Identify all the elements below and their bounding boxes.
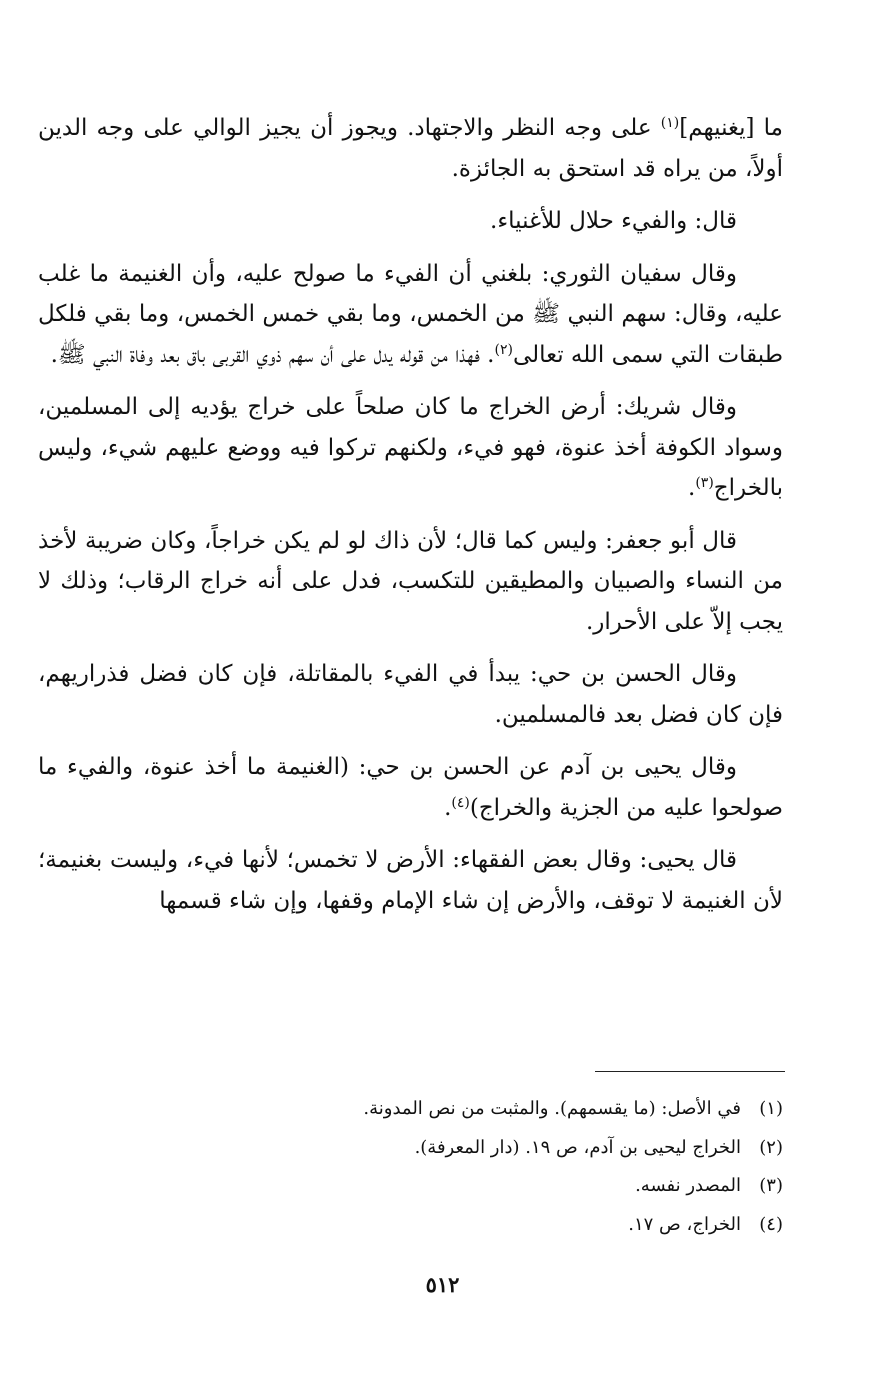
paragraph-7: وقال يحيى بن آدم عن الحسن بن حي: (الغنيمة ما أخذ عنوة، والفيء ما صولحوا عليه من الجزية والخراج)$^{(٤)}$. (38, 754, 783, 821)
footnote-ref-2: (٢) (494, 341, 513, 358)
paragraph-3: وقال سفيان الثوري: بلغني أن الفيء ما صولح عليه، وأن الغنيمة ما غلب عليه، وقال: سهم النبي ﷺ من الخمس، وما بقي خمس الخمس، وما بقي فلكل طبقات التي سمى الله تعالى$^{(٢)}$. فهذا من قوله يدل على أن سهم ذوي القربى باق بعد وفاة النبي ﷺ. (38, 260, 783, 368)
paragraph-1: ما [يغنيهم]$^{(١)}$ على وجه النظر والاجتهاد. ويجوز أن يجيز الوالي على وجه الدين أولاً، من يراه قد استحق به الجائزة. (38, 115, 783, 182)
footnote-3 (38, 1167, 783, 1206)
main-text (38, 108, 783, 921)
footnotes (38, 1090, 783, 1244)
footnote-4 (38, 1206, 783, 1245)
footnote-1 (38, 1090, 783, 1129)
footnote-ref-4: (٤) (451, 794, 470, 811)
footnote-ref-1: (١) (660, 115, 680, 131)
footnote-number: (٤) (759, 1213, 783, 1235)
paragraph-6: وقال الحسن بن حي: يبدأ في الفيء بالمقاتلة، فإن كان فضل فذراريهم، فإن كان فضل بعد فالمسلمين. (38, 661, 783, 728)
footnote-divider (595, 1071, 785, 1072)
page-number: ٥١٢ (425, 1272, 460, 1297)
footnote-text: الخراج، ص ١٧. (628, 1213, 741, 1235)
footnote-text: المصدر نفسه. (635, 1175, 741, 1196)
footnote-ref-3: (٣) (695, 475, 714, 491)
paragraph-8: قال يحيى: وقال بعض الفقهاء: الأرض لا تخمس؛ لأنها فيء، وليست بغنيمة؛ لأن الغنيمة لا توقف، والأرض إن شاء الإمام وقفها، وإن شاء قسمها (38, 847, 783, 914)
footnote-number: (٣) (759, 1175, 783, 1196)
footnote-2 (38, 1129, 783, 1168)
paragraph-2: قال: والفيء حلال للأغنياء. (490, 208, 737, 234)
footnote-text: الخراج ليحيى بن آدم، ص ١٩. (دار المعرفة). (414, 1136, 741, 1158)
paragraph-4: وقال شريك: أرض الخراج ما كان صلحاً على خراج يؤديه إلى المسلمين، وسواد الكوفة أخذ عنوة، فهو فيء، ولكنهم تركوا فيه ووضع عليهم شيء، وليس بالخراج$^{(٣)}$. (38, 394, 783, 501)
footnote-text: في الأصل: (ما يقسمهم). والمثبت من نص المدونة. (363, 1098, 741, 1119)
paragraph-5: قال أبو جعفر: وليس كما قال؛ لأن ذاك لو لم يكن خراجاً، وكان ضريبة لأخذ من النساء والصبيان والمطيقين للتكسب، فدل على أنه خراج الرقاب؛ وذلك لا يجب إلاّ على الأحرار. (38, 527, 783, 635)
footnote-number: (١) (759, 1098, 783, 1119)
footnote-number: (٢) (759, 1136, 783, 1158)
